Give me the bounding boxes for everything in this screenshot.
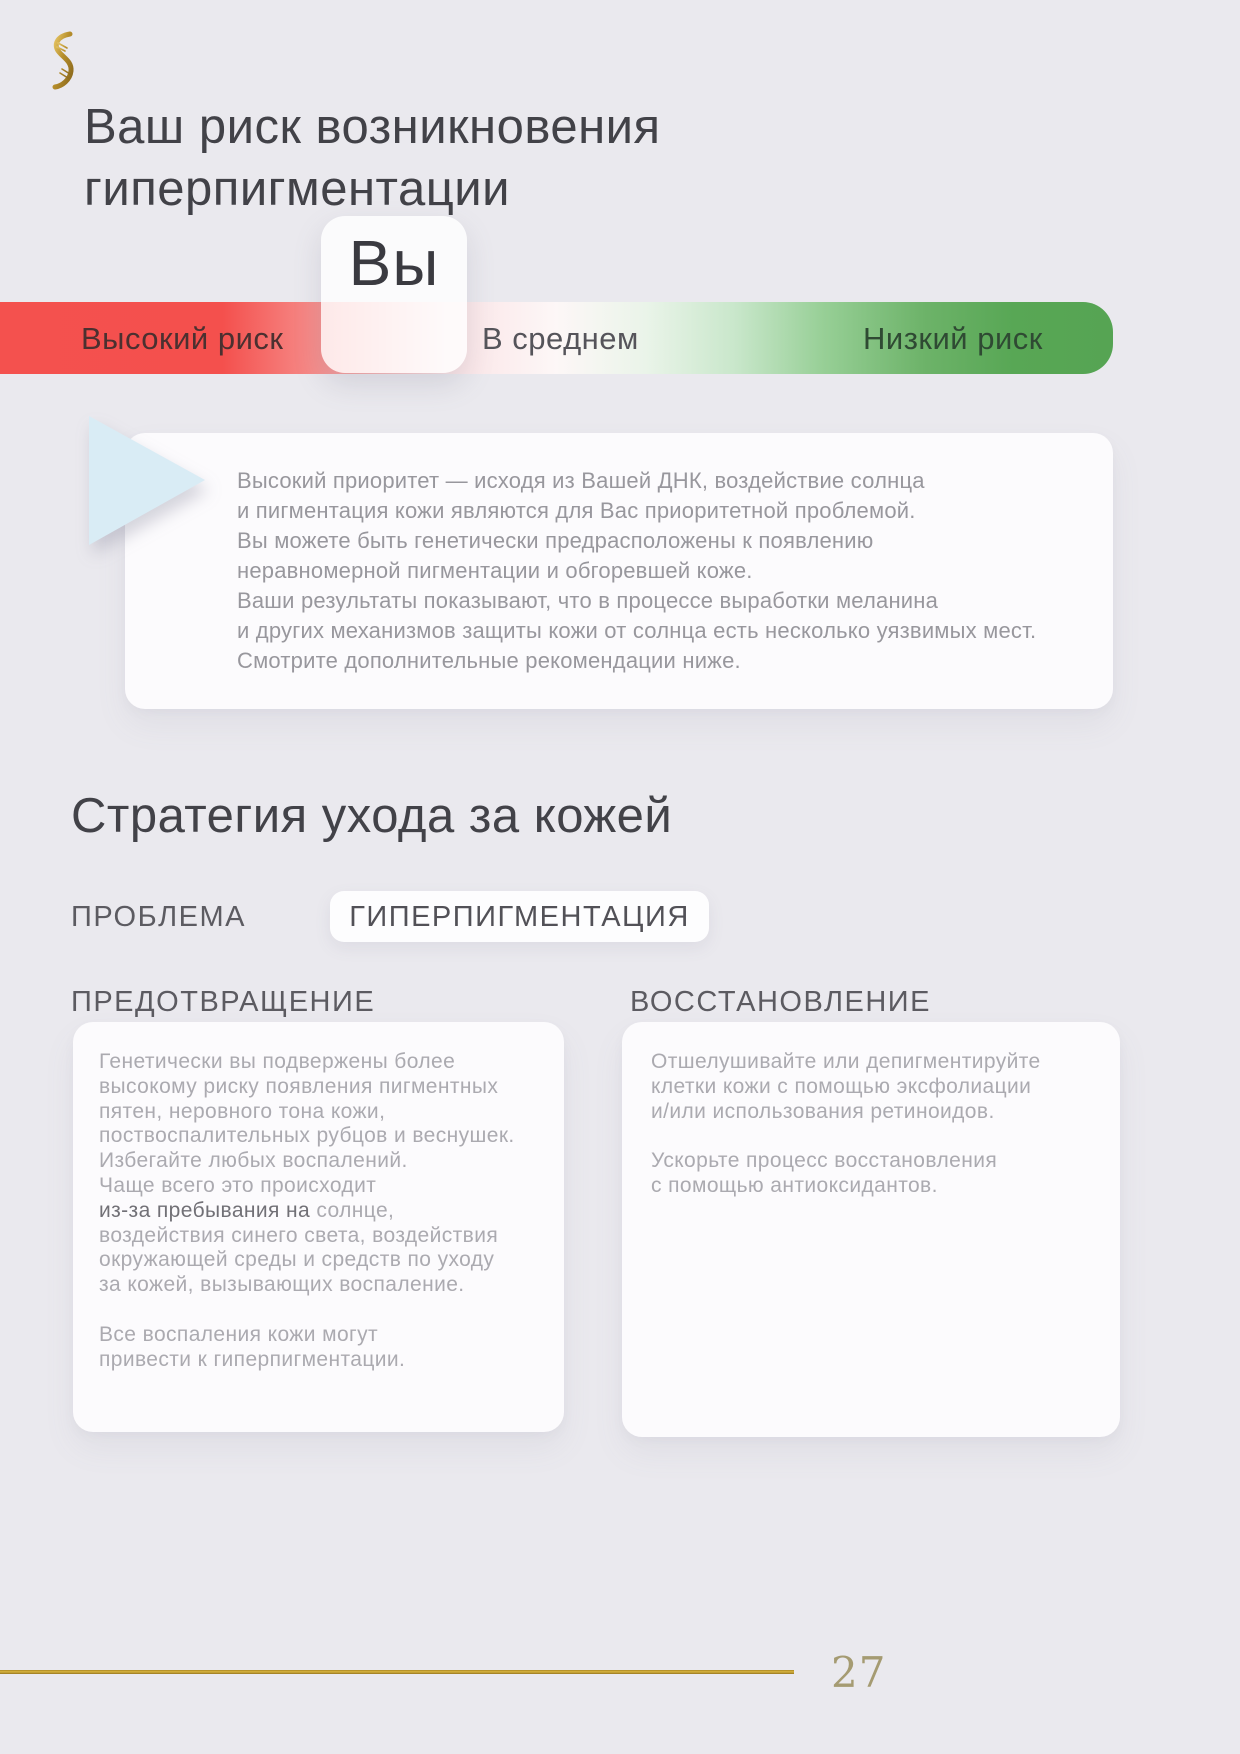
page-number: 27 (831, 1648, 887, 1697)
prevention-card (73, 1022, 564, 1432)
page-title-line1: Ваш риск возникновения (84, 100, 661, 154)
risk-gradient-bar (0, 302, 1113, 374)
pointer-triangle-icon (89, 416, 205, 545)
dna-logo-icon (50, 31, 78, 91)
restoration-card-text: Отшелушивайте или депигментируйте клетки кожи с помощью эксфолиации и/или использования ретиноидов. Ускорьте процесс восстановления с помощью антиоксидантов. (651, 1050, 1041, 1197)
problem-label: ПРОБЛЕМА (71, 901, 247, 933)
restoration-card (622, 1022, 1120, 1437)
risk-label-high: Высокий риск (81, 321, 284, 356)
you-marker-label: Вы (348, 227, 440, 299)
you-position-marker (321, 216, 467, 373)
footer-gold-divider (0, 1670, 794, 1674)
risk-label-average: В среднем (482, 321, 639, 356)
restoration-column-header: ВОССТАНОВЛЕНИЕ (630, 986, 931, 1018)
page-title (84, 96, 661, 220)
prevention-column-header: ПРЕДОТВРАЩЕНИЕ (71, 986, 376, 1018)
prevention-card-text: Генетически вы подвержены более высокому риску появления пигментных пятен, неровного тона кожи, поствоспалительных рубцов и веснушек. Избегайте любых воспалений. Чаще всего это происходит из-за пребывания на солнце, воздействия синего света, воздействия окружающей среды и средств по уходу за кожей, вызывающих воспаление. Все воспаления кожи могут привести к гиперпигментации. (99, 1050, 515, 1371)
page-title-line2: гиперпигментации (84, 162, 511, 216)
summary-text: Высокий приоритет — исходя из Вашей ДНК, воздействие солнца и пигментация кожи являются для Вас приоритетной проблемой. Вы можете быть генетически предрасположены к появлению неравномерной пигментации и обгоревшей коже. Ваши результаты показывают, что в процессе выработки меланина и других механизмов защиты кожи от солнца есть несколько уязвимых мест. Смотрите дополнительные рекомендации ниже. (237, 468, 1037, 673)
problem-value-badge: ГИПЕРПИГМЕНТАЦИЯ (330, 891, 709, 942)
strategy-title: Стратегия ухода за кожей (71, 789, 673, 843)
risk-label-low: Низкий риск (863, 321, 1043, 356)
